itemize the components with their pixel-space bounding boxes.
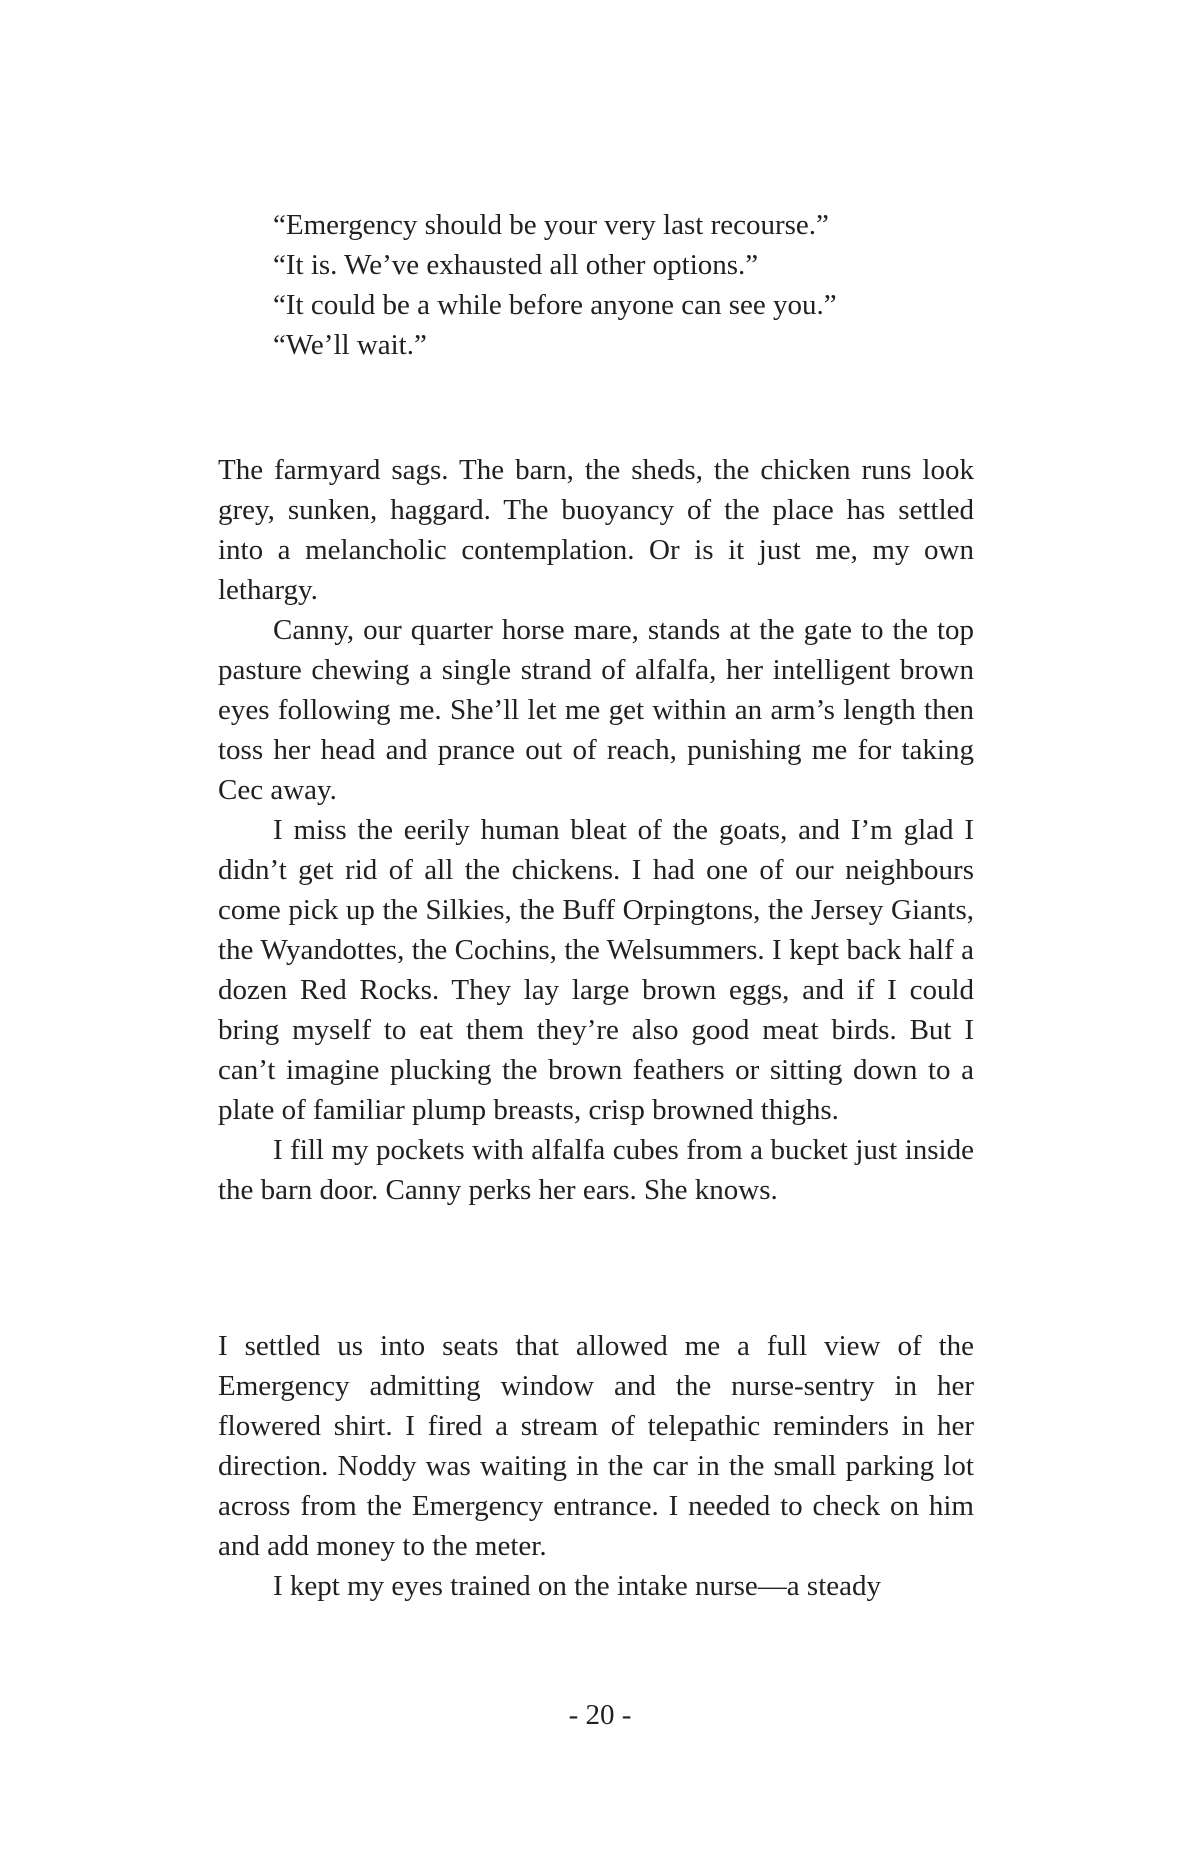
- dialogue-line: “Emergency should be your very last recourse.”: [273, 209, 829, 241]
- paragraph: I settled us into seats that allowed me a full view of the Emergency admitting window and the nurse-sentry in her flowered shirt. I fired a stream of telepathic reminders in her direction. Noddy was waiting in the car in the small parking lot across from the Emergency entrance. I needed to check on him and add money to the meter.: [218, 1330, 974, 1562]
- page-number: - 20 -: [568, 1699, 632, 1731]
- dialogue-block: [218, 205, 974, 365]
- paragraph: I miss the eerily human bleat of the goats, and I’m glad I didn’t get rid of all the chickens. I had one of our neighbours come pick up the Silkies, the Buff Orpingtons, the Jersey Giants, the Wyandottes, the Cochins, the Welsummers. I kept back half a dozen Red Rocks. They lay large brown eggs, and if I could bring myself to eat them they’re also good meat birds. But I can’t imagine plucking the brown feathers or sitting down to a plate of familiar plump breasts, crisp browned thighs.: [218, 814, 974, 1126]
- paragraph: I fill my pockets with alfalfa cubes from a bucket just inside the barn door. Canny perks her ears. She knows.: [218, 1134, 974, 1206]
- paragraph: The farmyard sags. The barn, the sheds, the chicken runs look grey, sunken, haggard. The buoyancy of the place has settled into a melancholic contemplation. Or is it just me, my own lethargy.: [218, 454, 974, 606]
- paragraph: Canny, our quarter horse mare, stands at the gate to the top pasture chewing a single strand of alfalfa, her intelligent brown eyes following me. She’ll let me get within an arm’s length then toss her head and prance out of reach, punishing me for taking Cec away.: [218, 614, 974, 806]
- farmyard-section: [218, 450, 974, 1210]
- paragraph: I kept my eyes trained on the intake nurse—a steady: [273, 1570, 881, 1602]
- dialogue-line: “It could be a while before anyone can see you.”: [273, 289, 837, 321]
- emergency-section: [218, 1326, 974, 1606]
- dialogue-line: “It is. We’ve exhausted all other options.”: [273, 249, 759, 281]
- dialogue-line: “We’ll wait.”: [273, 329, 427, 361]
- book-page: [218, 205, 974, 1602]
